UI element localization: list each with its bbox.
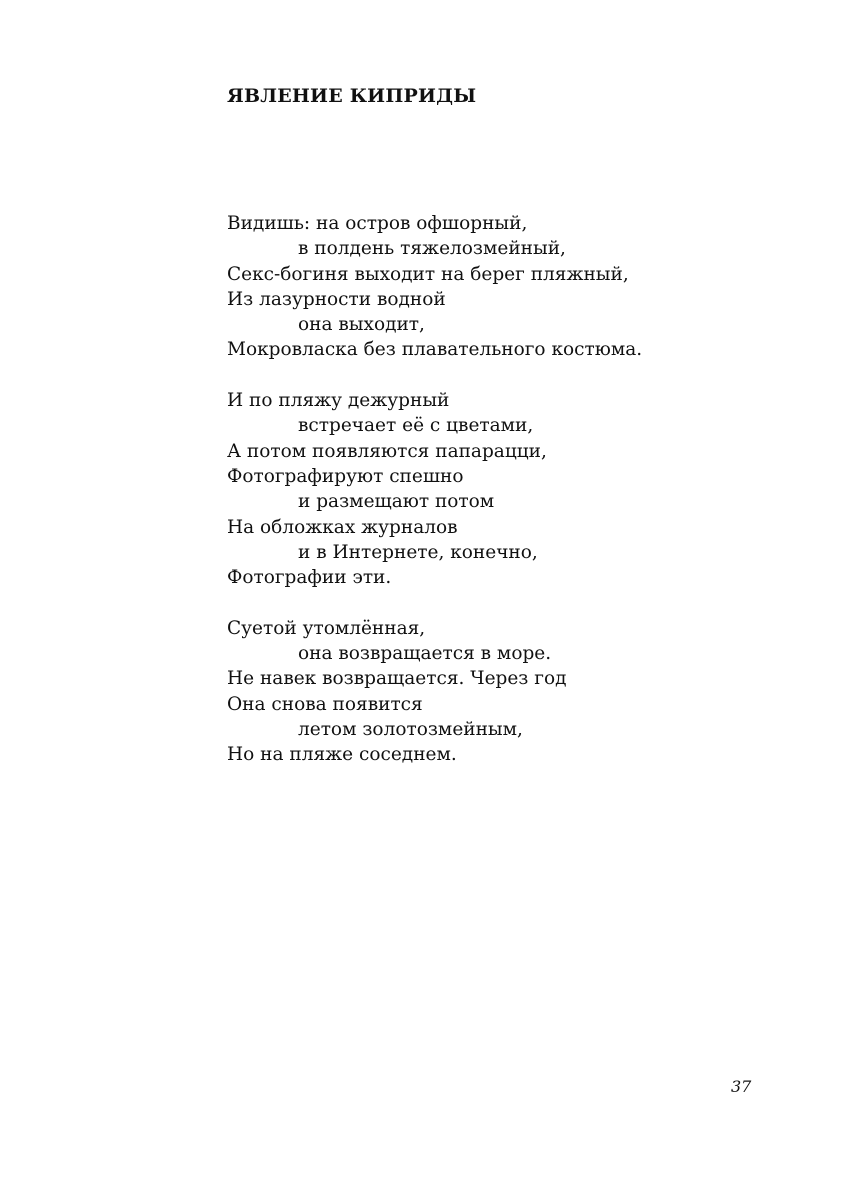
poem-line: Суетой утомлённая, [227, 617, 426, 639]
page-number: 37 [731, 1077, 752, 1096]
poem-line-indented: она возвращается в море. [298, 643, 552, 665]
poem-line-indented: и размещают потом [298, 491, 495, 513]
poem-line: Не навек возвращается. Через год [227, 668, 567, 690]
poem-line: Фотографии эти. [227, 567, 392, 589]
poem-line: Но на пляже соседнем. [227, 744, 457, 766]
poem-line-indented: и в Интернете, конечно, [298, 541, 538, 563]
poem-body [227, 211, 642, 793]
poem-line: Она снова появится [227, 693, 423, 715]
stanza-1 [227, 211, 642, 363]
poem-line: Фотографируют спешно [227, 465, 464, 487]
poem-line: Мокровласка без плавательного костюма. [227, 339, 643, 361]
poem-line: Секс-богиня выходит на берег пляжный, [227, 263, 629, 285]
poem-line: Из лазурности водной [227, 288, 446, 310]
poem-line-indented: летом золотозмейным, [298, 718, 523, 740]
poem-line: А потом появляются папарацци, [227, 440, 547, 462]
poem-line: На обложках журналов [227, 516, 458, 538]
poem-line: И по пляжу дежурный [227, 390, 450, 412]
poem-line-indented: она выходит, [298, 314, 425, 336]
poem-line-indented: встречает её с цветами, [298, 415, 534, 437]
stanza-2 [227, 388, 642, 590]
poem-title: ЯВЛЕНИЕ КИПРИДЫ [227, 85, 477, 107]
poem-line-indented: в полдень тяжелозмейный, [298, 238, 566, 260]
stanza-3 [227, 616, 642, 768]
poem-line: Видишь: на остров офшорный, [227, 213, 528, 234]
